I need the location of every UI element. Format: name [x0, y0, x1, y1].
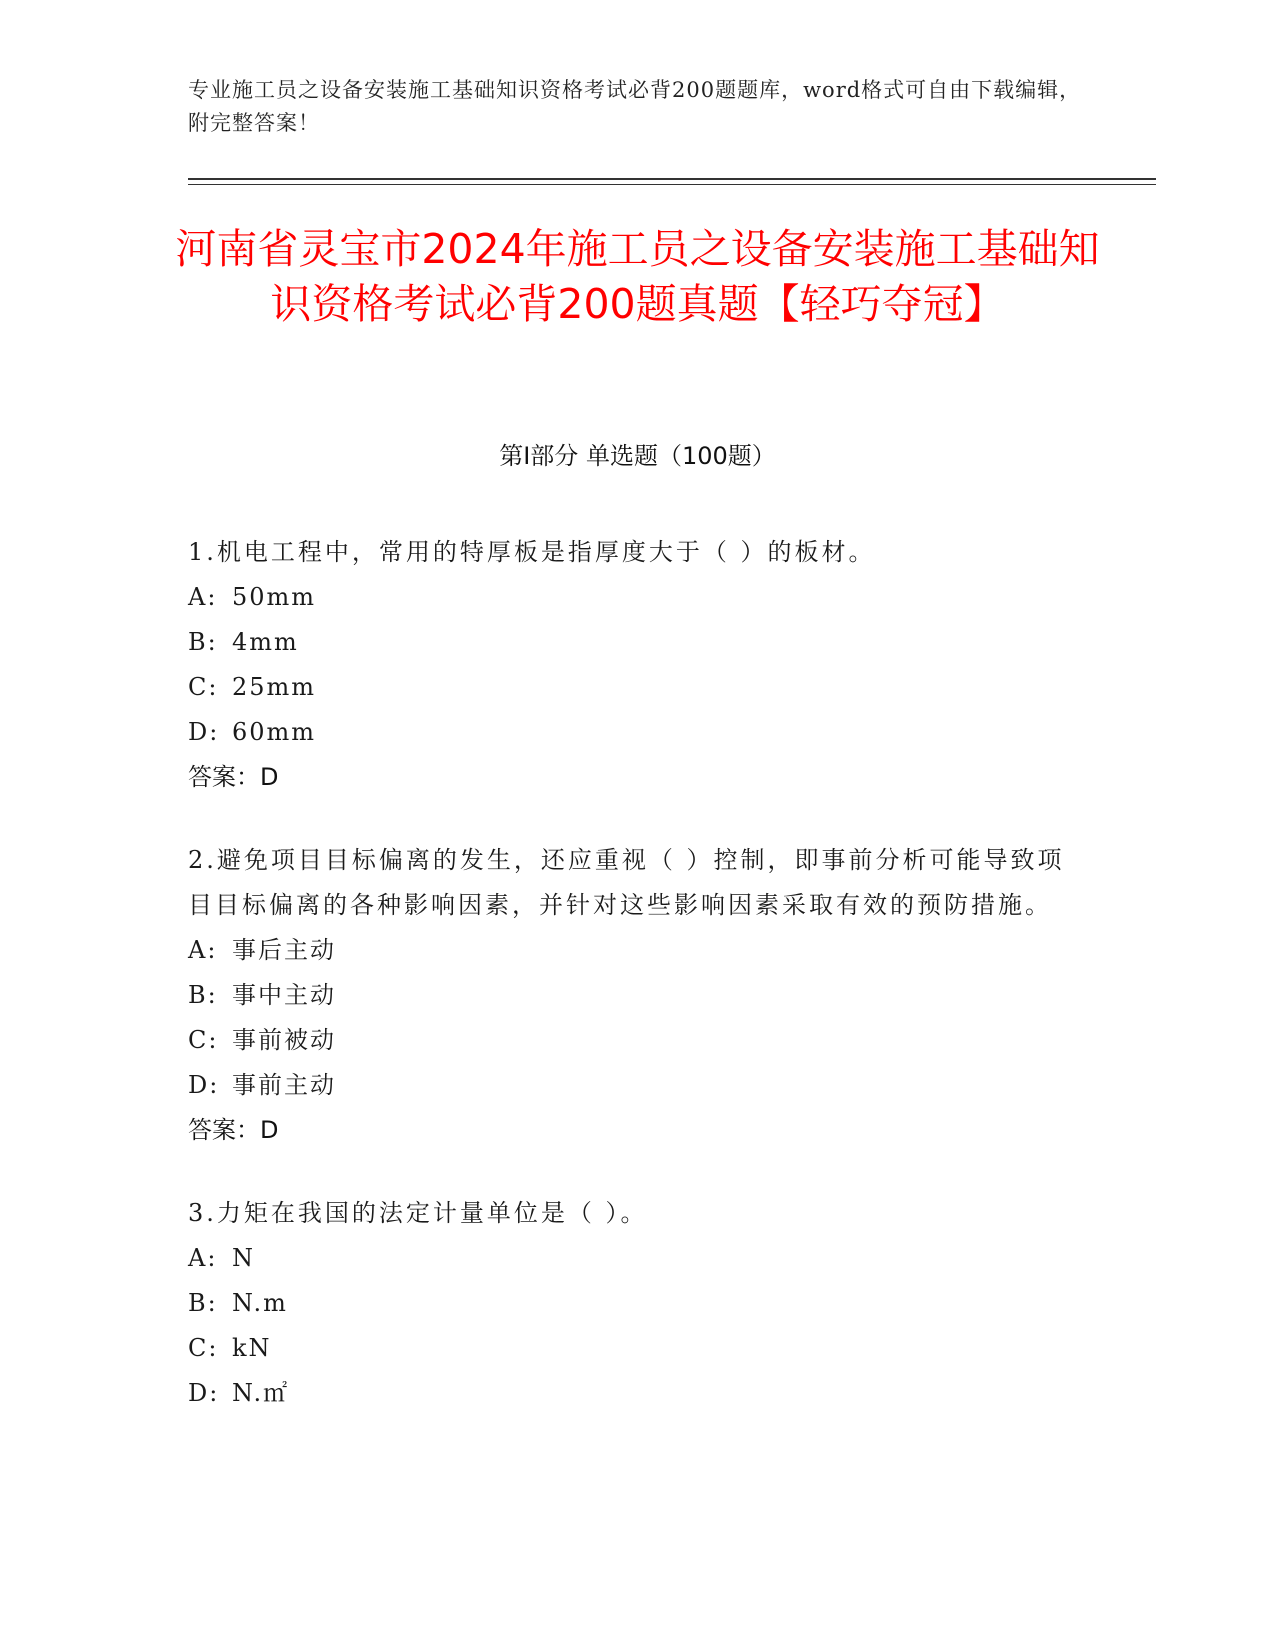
- option-a: [188, 575, 1078, 620]
- option-text: N.㎡: [232, 1379, 290, 1407]
- question-stem: 1.机电工程中，常用的特厚板是指厚度大于（ ）的板材。: [188, 538, 876, 566]
- option-label: D:: [188, 1379, 220, 1407]
- question-stem: 3.力矩在我国的法定计量单位是（ ）。: [188, 1199, 648, 1227]
- question-list: [188, 530, 1078, 1454]
- option-a: [188, 1236, 1078, 1281]
- section-title: 第I部分 单选题（100题）: [499, 442, 776, 470]
- option-label: B:: [188, 981, 218, 1009]
- option-text: 事前主动: [232, 1071, 336, 1099]
- option-b: [188, 620, 1078, 665]
- option-c: [188, 1018, 1078, 1063]
- option-label: B:: [188, 1289, 218, 1317]
- question-stem: 2.避免项目目标偏离的发生，还应重视（ ）控制，即事前分析可能导致项目目标偏离的各种影响因素，并针对这些影响因素采取有效的预防措施。: [188, 846, 1065, 919]
- option-label: D:: [188, 1071, 220, 1099]
- header-rule-top: [188, 178, 1156, 180]
- option-label: A:: [188, 1244, 218, 1272]
- option-b: [188, 973, 1078, 1018]
- option-text: N: [232, 1244, 255, 1272]
- option-text: kN: [232, 1334, 272, 1362]
- option-d: [188, 1063, 1078, 1108]
- answer-line: 答案：D: [188, 1116, 279, 1144]
- option-label: D:: [188, 718, 220, 746]
- question-2: [188, 838, 1078, 1153]
- option-label: C:: [188, 673, 219, 701]
- question-1: [188, 530, 1078, 800]
- option-label: A:: [188, 583, 218, 611]
- option-label: C:: [188, 1334, 219, 1362]
- option-text: 60mm: [232, 718, 317, 746]
- header-note: 专业施工员之设备安装施工基础知识资格考试必背200题题库，word格式可自由下载编辑，附完整答案！: [188, 78, 1082, 135]
- option-text: 事中主动: [232, 981, 336, 1009]
- option-text: 4mm: [232, 628, 299, 656]
- option-c: [188, 1326, 1078, 1371]
- option-text: 事后主动: [232, 936, 336, 964]
- document-title: 河南省灵宝市2024年施工员之设备安装施工基础知识资格考试必背200题真题【轻巧夺冠】: [175, 225, 1100, 328]
- option-label: A:: [188, 936, 218, 964]
- option-text: 事前被动: [232, 1026, 336, 1054]
- option-label: C:: [188, 1026, 219, 1054]
- option-a: [188, 928, 1078, 973]
- option-label: B:: [188, 628, 218, 656]
- option-d: [188, 710, 1078, 755]
- option-c: [188, 665, 1078, 710]
- option-text: 25mm: [232, 673, 317, 701]
- answer-line: 答案：D: [188, 763, 279, 791]
- option-b: [188, 1281, 1078, 1326]
- option-text: 50mm: [232, 583, 317, 611]
- question-3: [188, 1191, 1078, 1416]
- header-rule-bottom: [188, 184, 1156, 185]
- option-d: [188, 1371, 1078, 1416]
- option-text: N.m: [232, 1289, 288, 1317]
